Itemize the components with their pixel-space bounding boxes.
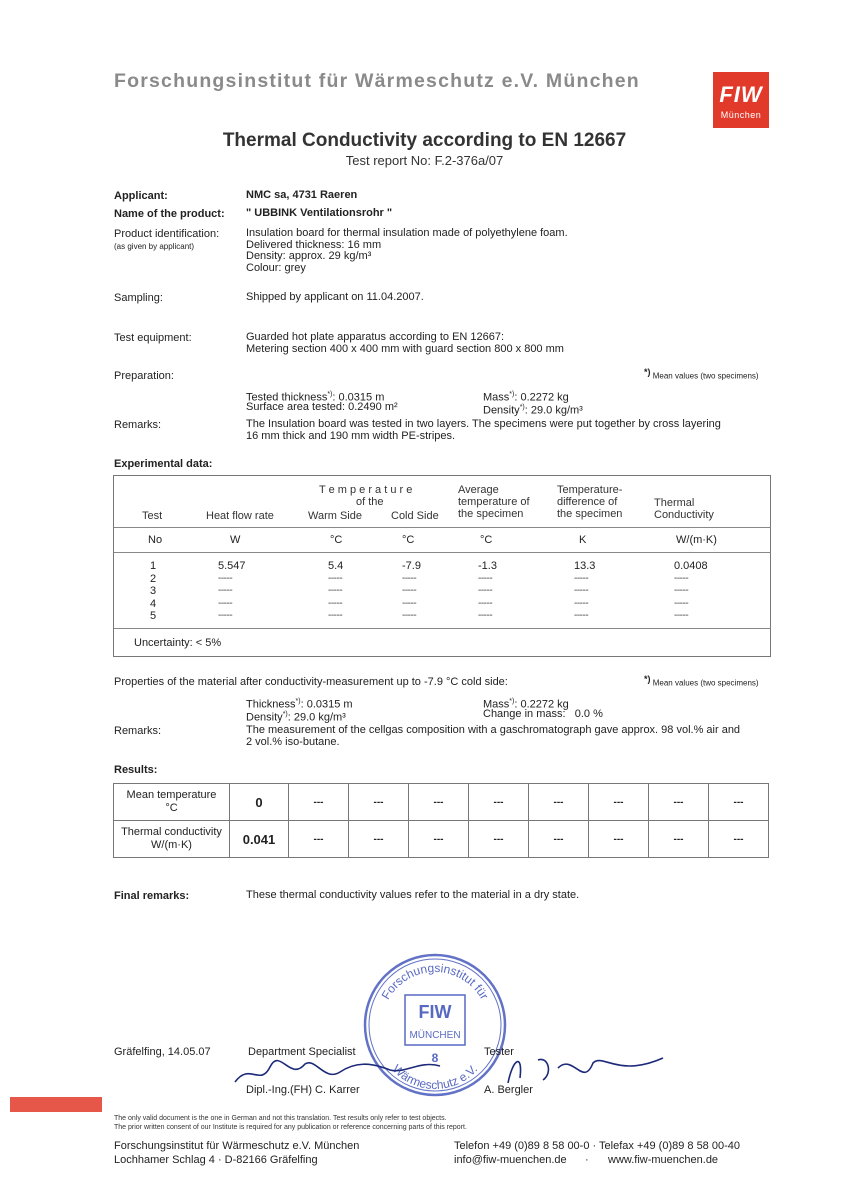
fiw-logo [713, 72, 769, 128]
empty-cell: --- [289, 821, 349, 858]
unit-cell: °C [480, 534, 493, 546]
note-text: Mean values (two specimens) [652, 678, 759, 688]
results-row-label [114, 821, 230, 858]
uncertainty: Uncertainty: < 5% [134, 637, 222, 649]
empty-cell: --- [529, 784, 589, 821]
thermal-conductivity-value: 0.041 [230, 821, 289, 858]
tested-thickness-value: : 0.0315 m [332, 391, 385, 404]
equipment-label: Test equipment: [114, 332, 192, 344]
table-cell: 4 [150, 597, 157, 610]
after-heading: Properties of the material after conductivity-measurement up to -7.9 °C cold side: [114, 676, 508, 688]
product-label: Name of the product: [114, 208, 225, 220]
unit-cell: K [579, 534, 587, 546]
empty-cell: --- [469, 784, 529, 821]
footer-web: www.fiw-muenchen.de [608, 1154, 719, 1166]
department-label: Department Specialist [248, 1046, 356, 1058]
results-row-temperature [114, 784, 769, 821]
note-mark: *) [644, 674, 651, 684]
empty-cell: --- [289, 784, 349, 821]
col-avg-line: the specimen [458, 508, 524, 520]
table-cell: ----- [478, 572, 493, 584]
table-cell: 5 [150, 610, 157, 622]
after-change-value: 0.0 % [574, 708, 603, 720]
col-warm: Warm Side [308, 510, 362, 522]
footer-note-1: The only valid document is the one in German and not this translation. Test results only refer to test objects. [114, 1115, 447, 1122]
sampling-value: Shipped by applicant on 11.04.2007. [246, 291, 424, 303]
place-date: Gräfelfing, 14.05.07 [114, 1046, 211, 1058]
logo-main: FIW [719, 82, 763, 107]
label-line: Thermal conductivity [121, 826, 222, 838]
after-density [246, 709, 346, 724]
results-row-conductivity [114, 821, 769, 858]
results-row-label [114, 784, 230, 821]
equipment-value [246, 332, 564, 355]
table-cell: 1 [150, 560, 157, 572]
footer-email: info@fiw-muenchen.de [454, 1154, 567, 1166]
identification-sub: (as given by applicant) [114, 242, 195, 251]
applicant-label: Applicant: [114, 190, 168, 202]
identification-label: Product identification: [114, 228, 220, 240]
divider [114, 527, 770, 528]
empty-cell: --- [409, 784, 469, 821]
label-line: W/(m·K) [151, 839, 192, 851]
table-cell: ----- [402, 610, 417, 621]
equipment-line: Guarded hot plate apparatus according to EN 12667: [246, 331, 505, 343]
col-cond [654, 497, 714, 521]
table-cell: ----- [328, 572, 343, 584]
stamp-text-top: Forschungsinstitut für [378, 960, 492, 1002]
experimental-heading: Experimental data: [114, 458, 213, 470]
stamp-city: MÜNCHEN [409, 1030, 461, 1041]
stamp-text-bottom: Wärmeschutz e.V. [389, 1061, 481, 1093]
table-cell: 5.547 [218, 560, 246, 572]
page-title: Thermal Conductivity according to EN 12667 [222, 130, 627, 151]
empty-cell: --- [649, 821, 709, 858]
report-number: Test report No: F.2-376a/07 [345, 153, 504, 168]
footer-address-2: Lochhamer Schlag 4 · D-82166 Gräfelfing [114, 1154, 318, 1166]
table-cell: -7.9 [402, 560, 421, 572]
sampling-label: Sampling: [114, 292, 163, 304]
table-cell: ----- [674, 597, 689, 609]
col-avg [458, 484, 530, 520]
col-cond-line: Thermal [654, 497, 695, 509]
unit-cell: W [230, 534, 241, 546]
col-diff [557, 484, 622, 520]
after-change [483, 709, 603, 721]
footer-note-2: The prior written consent of our Institute is required for any publication or reference concerning parts of this report. [114, 1124, 467, 1131]
table-cell: ----- [478, 610, 493, 621]
after-density-value: : 29.0 kg/m³ [287, 711, 346, 724]
table-cell: 5.4 [328, 560, 344, 572]
experimental-table [113, 475, 771, 657]
after-remarks-line: The measurement of the cellgas composition with a gaschromatograph gave approx. 98 vol.% air and [246, 724, 741, 736]
remarks-label: Remarks: [114, 419, 162, 431]
table-cell: ----- [218, 610, 233, 621]
results-table [113, 783, 769, 858]
after-mass-label: Mass [483, 698, 510, 711]
final-remarks-label: Final remarks: [114, 890, 190, 902]
footer-address-1: Forschungsinstitut für Wärmeschutz e.V. München [114, 1140, 360, 1152]
ident-line: Colour: grey [246, 261, 306, 274]
empty-cell: --- [589, 821, 649, 858]
remarks-line: The Insulation board was tested in two layers. The specimens were put together by cross layering [246, 418, 721, 430]
department-name: Dipl.-Ing.(FH) C. Karrer [246, 1084, 360, 1096]
note-mark: *) [295, 698, 301, 705]
tested-thickness-label: Tested thickness [246, 391, 328, 404]
table-cell: ----- [478, 597, 493, 609]
empty-cell: --- [649, 784, 709, 821]
empty-cell: --- [589, 784, 649, 821]
final-remarks-text: These thermal conductivity values refer to the material in a dry state. [246, 889, 580, 901]
note-mark: *) [509, 698, 515, 705]
stamp-logo: FIW [418, 1002, 452, 1022]
col-test: Test [142, 510, 163, 522]
after-remarks-label: Remarks: [114, 725, 162, 737]
equipment-line: Metering section 400 x 400 mm with guard section 800 x 800 mm [246, 342, 564, 355]
table-cell: ----- [402, 585, 417, 596]
table-cell: ----- [218, 597, 233, 609]
note-mark: *) [509, 391, 515, 398]
label-line: Mean temperature [126, 789, 217, 801]
product-value: " UBBINK Ventilationsrohr " [246, 207, 393, 219]
table-cell: 2 [150, 572, 157, 585]
mean-values-note-2 [644, 674, 759, 688]
note-text: Mean values (two specimens) [652, 371, 759, 381]
unit-cell: No [148, 534, 163, 546]
col-diff-line: difference of [557, 496, 618, 508]
table-cell: ----- [402, 572, 417, 584]
col-cold: Cold Side [391, 510, 439, 522]
logo-sub: München [720, 110, 762, 120]
col-heat: Heat flow rate [206, 510, 274, 522]
col-diff-line: the specimen [557, 508, 623, 520]
empty-cell: --- [349, 784, 409, 821]
mean-values-note [644, 367, 759, 381]
temp-group-1: T e m p e r a t u r e [319, 484, 413, 496]
after-change-label: Change in mass: [483, 708, 566, 720]
remarks-value [246, 419, 721, 442]
table-cell: ----- [574, 610, 589, 621]
note-mark: *) [644, 367, 651, 377]
tester-label: Tester [484, 1046, 514, 1058]
table-cell: 3 [150, 585, 157, 597]
mean-temperature-value: 0 [230, 784, 289, 821]
institute-name: Forschungsinstitut für Wärmeschutz e.V. München [114, 70, 640, 92]
table-cell: ----- [328, 597, 343, 609]
results-heading: Results: [114, 764, 158, 776]
surface-area: Surface area tested: 0.2490 m² [246, 401, 398, 413]
after-mass-value: : 0.2272 kg [514, 698, 569, 711]
table-cell: 0.0408 [674, 560, 708, 572]
unit-cell: W/(m·K) [676, 534, 717, 546]
table-cell: ----- [674, 610, 689, 621]
col-avg-line: temperature of [458, 496, 530, 508]
table-cell: ----- [674, 572, 689, 584]
note-mark: *) [327, 391, 333, 398]
table-cell: 13.3 [574, 560, 596, 572]
after-thickness-value: : 0.0315 m [300, 698, 353, 711]
stamp-number: 8 [431, 1051, 439, 1065]
mass-value: : 0.2272 kg [514, 391, 569, 404]
ident-line: Delivered thickness: 16 mm [246, 238, 382, 251]
empty-cell: --- [409, 821, 469, 858]
divider [114, 628, 770, 629]
col-diff-line: Temperature- [557, 484, 623, 496]
table-cell: ----- [574, 597, 589, 609]
table-cell: ----- [574, 572, 589, 584]
empty-cell: --- [709, 784, 769, 821]
empty-cell: --- [469, 821, 529, 858]
applicant-value: NMC sa, 4731 Raeren [246, 189, 358, 201]
ident-line: Density: approx. 29 kg/m³ [246, 250, 372, 262]
table-cell: ----- [574, 585, 589, 596]
table-cell: ----- [218, 572, 233, 584]
empty-cell: --- [709, 821, 769, 858]
identification-value [246, 228, 568, 274]
mass-label: Mass [483, 391, 510, 404]
empty-cell: --- [529, 821, 589, 858]
table-cell: -1.3 [478, 560, 497, 572]
note-mark: *) [519, 404, 525, 411]
remarks-line: 16 mm thick and 190 mm width PE-stripes. [246, 429, 456, 442]
divider [114, 552, 770, 553]
temp-group-2: of the [356, 496, 384, 508]
footer-separator: · [585, 1154, 589, 1166]
preparation-label: Preparation: [114, 370, 174, 382]
after-remarks-line: 2 vol.% iso-butane. [246, 735, 340, 748]
unit-cell: °C [330, 534, 343, 546]
density-value: : 29.0 kg/m³ [524, 404, 583, 417]
ident-line: Insulation board for thermal insulation made of polyethylene foam. [246, 227, 568, 239]
density [483, 402, 583, 417]
red-margin-mark [10, 1097, 102, 1112]
footer-phone: Telefon +49 (0)89 8 58 00-0 · Telefax +49 (0)89 8 58 00-40 [454, 1140, 740, 1152]
unit-cell: °C [402, 534, 415, 546]
table-cell: ----- [218, 585, 233, 596]
after-remarks-value [246, 725, 740, 748]
table-cell: ----- [328, 585, 343, 596]
empty-cell: --- [349, 821, 409, 858]
table-cell: ----- [402, 597, 417, 609]
col-cond-line: Conductivity [654, 509, 714, 521]
note-mark: *) [282, 711, 288, 718]
table-cell: ----- [328, 610, 343, 621]
label-line: °C [165, 802, 178, 814]
after-thickness-label: Thickness [246, 698, 296, 711]
table-cell: ----- [674, 585, 689, 596]
table-cell: ----- [478, 585, 493, 596]
density-label: Density [483, 404, 520, 417]
col-avg-line: Average [458, 484, 499, 496]
tester-name: A. Bergler [484, 1084, 533, 1096]
after-density-label: Density [246, 711, 283, 724]
